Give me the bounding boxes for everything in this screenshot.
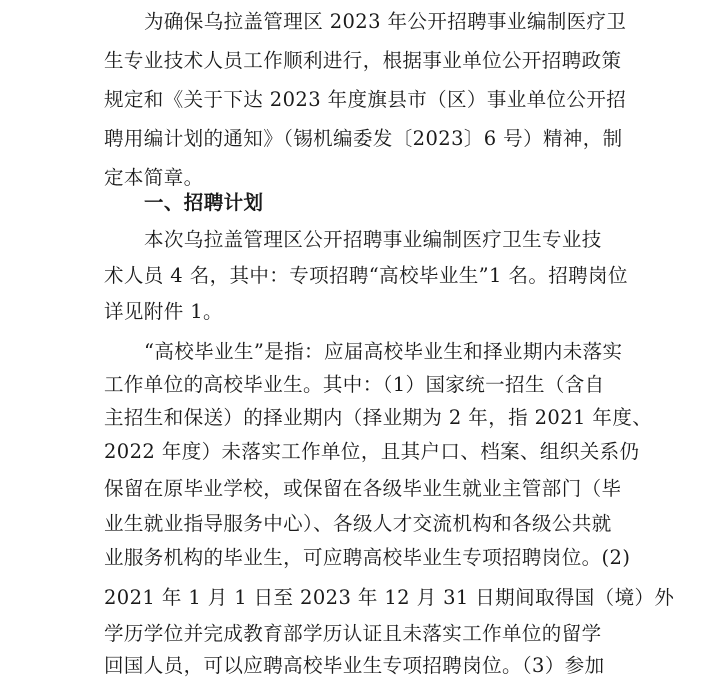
section-heading: 一、招聘计划: [144, 191, 264, 214]
paragraph-line: 工作单位的高校毕业生。其中：（1）国家统一招生（含自: [104, 373, 605, 396]
paragraph-line: 为确保乌拉盖管理区 2023 年公开招聘事业编制医疗卫: [144, 10, 627, 33]
paragraph-line: 定本简章。: [104, 166, 204, 189]
paragraph-line: 2022 年度）未落实工作单位，且其户口、档案、组织关系仍: [104, 440, 640, 463]
paragraph-line: 回国人员，可以应聘高校毕业生专项招聘岗位。（3）参加: [104, 654, 605, 677]
paragraph-line: 规定和《关于下达 2023 年度旗县市（区）事业单位公开招: [104, 88, 627, 111]
paragraph-line: 本次乌拉盖管理区公开招聘事业编制医疗卫生专业技: [144, 228, 602, 251]
paragraph-line: 2021 年 1 月 1 日至 2023 年 12 月 31 日期间取得国（境）外: [104, 586, 675, 609]
paragraph-line: “高校毕业生”是指：应届高校毕业生和择业期内未落实: [144, 340, 623, 363]
paragraph-line: 主招生和保送）的择业期内（择业期为 2 年，指 2021 年度、: [104, 406, 653, 429]
paragraph-line: 生专业技术人员工作顺利进行，根据事业单位公开招聘政策: [104, 49, 622, 72]
paragraph-line: 聘用编计划的通知》（锡机编委发〔2023〕6 号）精神，制: [104, 127, 623, 150]
paragraph-line: 业服务机构的毕业生，可应聘高校毕业生专项招聘岗位。(2): [104, 546, 631, 569]
paragraph-line: 业生就业指导服务中心）、各级人才交流机构和各级公共就: [104, 512, 612, 535]
paragraph-line: 学历学位并完成教育部学历认证且未落实工作单位的留学: [104, 622, 602, 645]
paragraph-line: 保留在原毕业学校，或保留在各级毕业生就业主管部门（毕: [104, 477, 622, 500]
paragraph-line: 详见附件 1。: [104, 300, 223, 323]
paragraph-line: 术人员 4 名，其中：专项招聘“高校毕业生”1 名。招聘岗位: [104, 264, 628, 287]
